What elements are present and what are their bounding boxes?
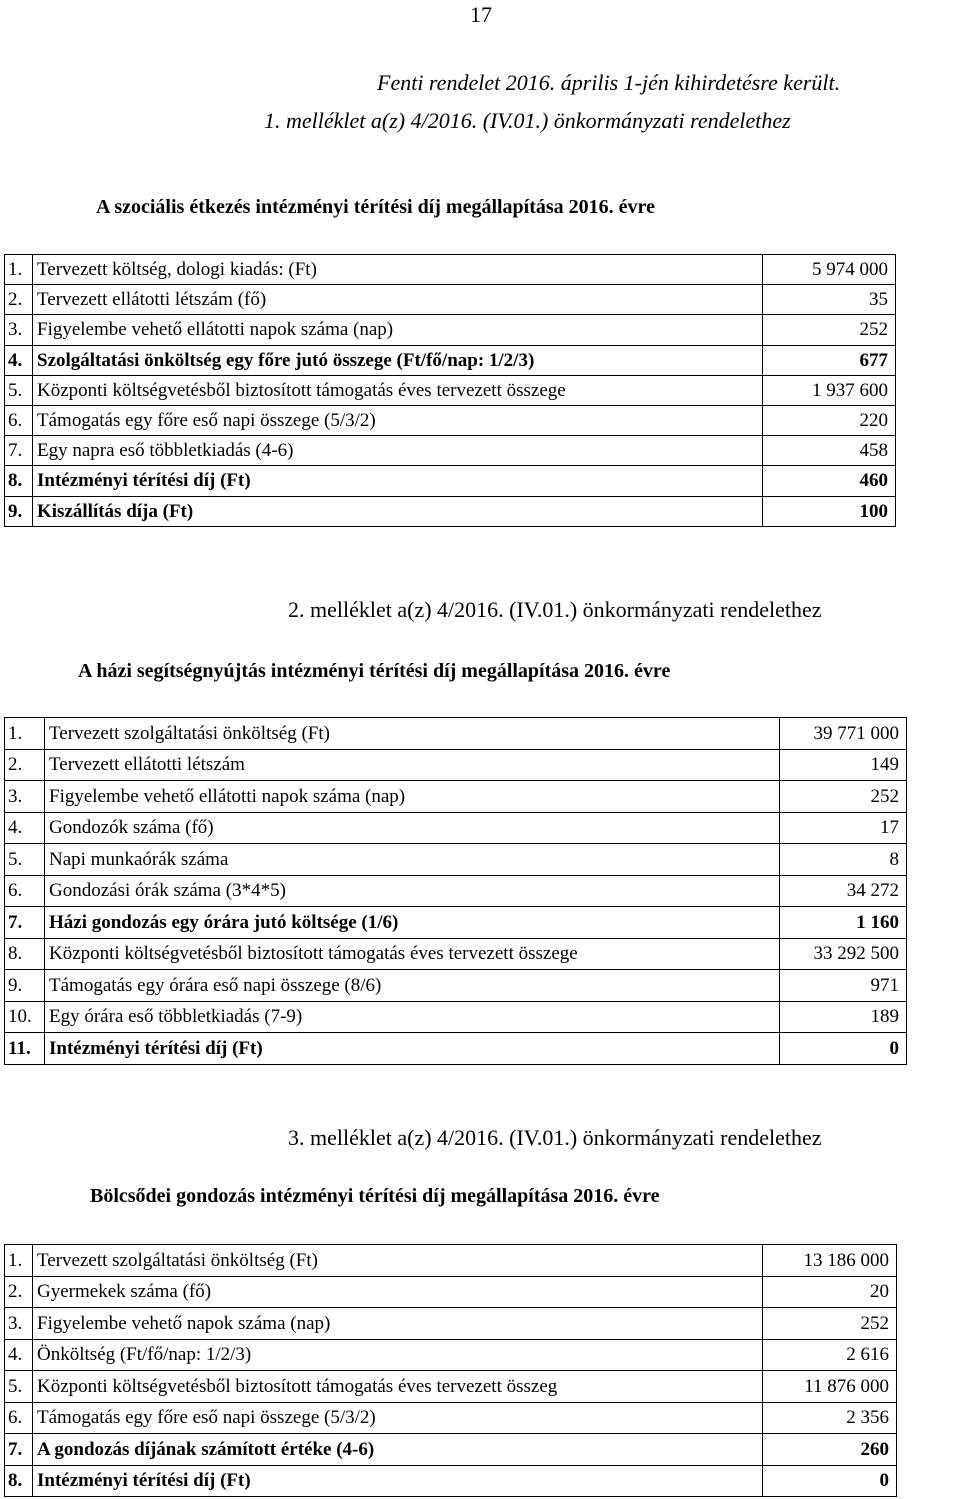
row-value: 8 bbox=[780, 844, 907, 876]
row-number: 3. bbox=[5, 315, 33, 345]
row-number: 4. bbox=[5, 812, 45, 844]
row-label: Figyelembe vehető ellátotti napok száma (nap) bbox=[45, 781, 780, 813]
row-label: Intézményi térítési díj (Ft) bbox=[33, 1465, 763, 1497]
page-number: 17 bbox=[470, 2, 492, 27]
row-number: 6. bbox=[5, 405, 33, 435]
row-value: 13 186 000 bbox=[763, 1245, 897, 1277]
row-number: 7. bbox=[5, 1434, 33, 1466]
notice-line-2: 1. melléklet a(z) 4/2016. (IV.01.) önkormányzati rendelethez bbox=[264, 108, 791, 133]
row-value: 252 bbox=[763, 315, 896, 345]
row-number: 1. bbox=[5, 1245, 33, 1277]
table-row bbox=[5, 1308, 897, 1340]
table-row bbox=[5, 1402, 897, 1434]
row-number: 4. bbox=[5, 1339, 33, 1371]
row-number: 8. bbox=[5, 938, 45, 970]
table-row bbox=[5, 749, 907, 781]
table-row bbox=[5, 255, 896, 285]
row-value: 5 974 000 bbox=[763, 255, 896, 285]
row-number: 6. bbox=[5, 1402, 33, 1434]
table-row bbox=[5, 315, 896, 345]
row-number: 7. bbox=[5, 436, 33, 466]
row-label: Egy napra eső többletkiadás (4-6) bbox=[33, 436, 763, 466]
table-row bbox=[5, 718, 907, 750]
section-3-title: Bölcsődei gondozás intézményi térítési díj megállapítása 2016. évre bbox=[90, 1185, 660, 1207]
row-label: Tervezett szolgáltatási önköltség (Ft) bbox=[45, 718, 780, 750]
row-value: 39 771 000 bbox=[780, 718, 907, 750]
row-label: Támogatás egy főre eső napi összege (5/3/2) bbox=[33, 405, 763, 435]
row-value: 2 616 bbox=[763, 1339, 897, 1371]
row-number: 9. bbox=[5, 496, 33, 526]
row-number: 2. bbox=[5, 749, 45, 781]
table-row bbox=[5, 1033, 907, 1065]
row-value: 20 bbox=[763, 1276, 897, 1308]
row-value: 17 bbox=[780, 812, 907, 844]
row-label: Napi munkaórák száma bbox=[45, 844, 780, 876]
notice-line-1: Fenti rendelet 2016. április 1-jén kihirdetésre került. bbox=[377, 70, 841, 95]
row-number: 7. bbox=[5, 907, 45, 939]
row-value: 100 bbox=[763, 496, 896, 526]
row-number: 3. bbox=[5, 781, 45, 813]
row-value: 33 292 500 bbox=[780, 938, 907, 970]
row-label: Szolgáltatási önköltség egy főre jutó összege (Ft/fő/nap: 1/2/3) bbox=[33, 345, 763, 375]
row-number: 9. bbox=[5, 970, 45, 1002]
table-row bbox=[5, 1465, 897, 1497]
row-number: 1. bbox=[5, 255, 33, 285]
row-value: 971 bbox=[780, 970, 907, 1002]
row-label: Támogatás egy órára eső napi összege (8/6) bbox=[45, 970, 780, 1002]
row-label: Egy órára eső többletkiadás (7-9) bbox=[45, 1001, 780, 1033]
section-1-title: A szociális étkezés intézményi térítési díj megállapítása 2016. évre bbox=[96, 196, 655, 218]
table-row bbox=[5, 1001, 907, 1033]
row-label: Tervezett ellátotti létszám bbox=[45, 749, 780, 781]
row-value: 1 160 bbox=[780, 907, 907, 939]
row-label: Intézményi térítési díj (Ft) bbox=[45, 1033, 780, 1065]
row-label: Támogatás egy főre eső napi összege (5/3/2) bbox=[33, 1402, 763, 1434]
row-label: Tervezett szolgáltatási önköltség (Ft) bbox=[33, 1245, 763, 1277]
row-number: 5. bbox=[5, 844, 45, 876]
row-number: 11. bbox=[5, 1033, 45, 1065]
row-value: 677 bbox=[763, 345, 896, 375]
table-row bbox=[5, 436, 896, 466]
row-label: Önköltség (Ft/fő/nap: 1/2/3) bbox=[33, 1339, 763, 1371]
row-value: 1 937 600 bbox=[763, 375, 896, 405]
section-2-annex-heading: 2. melléklet a(z) 4/2016. (IV.01.) önkormányzati rendelethez bbox=[288, 597, 822, 622]
row-number: 3. bbox=[5, 1308, 33, 1340]
table-row bbox=[5, 781, 907, 813]
row-value: 189 bbox=[780, 1001, 907, 1033]
section-2-table bbox=[4, 717, 907, 1065]
row-number: 4. bbox=[5, 345, 33, 375]
row-label: Intézményi térítési díj (Ft) bbox=[33, 466, 763, 496]
row-number: 5. bbox=[5, 375, 33, 405]
section-1-table bbox=[4, 254, 896, 527]
row-label: Figyelembe vehető napok száma (nap) bbox=[33, 1308, 763, 1340]
row-label: Tervezett ellátotti létszám (fő) bbox=[33, 285, 763, 315]
row-number: 8. bbox=[5, 466, 33, 496]
row-label: Kiszállítás díja (Ft) bbox=[33, 496, 763, 526]
row-label: Gondozási órák száma (3*4*5) bbox=[45, 875, 780, 907]
table-row bbox=[5, 1371, 897, 1403]
row-value: 11 876 000 bbox=[763, 1371, 897, 1403]
row-value: 0 bbox=[780, 1033, 907, 1065]
row-number: 10. bbox=[5, 1001, 45, 1033]
row-value: 34 272 bbox=[780, 875, 907, 907]
row-value: 252 bbox=[780, 781, 907, 813]
table-row bbox=[5, 375, 896, 405]
row-label: Gondozók száma (fő) bbox=[45, 812, 780, 844]
row-label: A gondozás díjának számított értéke (4-6) bbox=[33, 1434, 763, 1466]
table-row bbox=[5, 405, 896, 435]
section-3-table bbox=[4, 1244, 897, 1497]
table-row bbox=[5, 1434, 897, 1466]
row-value: 35 bbox=[763, 285, 896, 315]
row-number: 2. bbox=[5, 1276, 33, 1308]
section-2-title: A házi segítségnyújtás intézményi térítési díj megállapítása 2016. évre bbox=[78, 660, 671, 682]
row-number: 1. bbox=[5, 718, 45, 750]
row-label: Központi költségvetésből biztosított támogatás éves tervezett összege bbox=[33, 375, 763, 405]
row-value: 260 bbox=[763, 1434, 897, 1466]
row-label: Figyelembe vehető ellátotti napok száma (nap) bbox=[33, 315, 763, 345]
row-label: Központi költségvetésből biztosított támogatás éves tervezett összeg bbox=[33, 1371, 763, 1403]
row-value: 458 bbox=[763, 436, 896, 466]
section-3-annex-heading: 3. melléklet a(z) 4/2016. (IV.01.) önkormányzati rendelethez bbox=[288, 1125, 822, 1150]
table-row bbox=[5, 875, 907, 907]
table-row bbox=[5, 1276, 897, 1308]
row-value: 252 bbox=[763, 1308, 897, 1340]
row-value: 460 bbox=[763, 466, 896, 496]
row-label: Házi gondozás egy órára jutó költsége (1/6) bbox=[45, 907, 780, 939]
table-row bbox=[5, 466, 896, 496]
table-row bbox=[5, 844, 907, 876]
table-row bbox=[5, 496, 896, 526]
table-row bbox=[5, 812, 907, 844]
table-row bbox=[5, 1339, 897, 1371]
table-row bbox=[5, 285, 896, 315]
row-label: Központi költségvetésből biztosított támogatás éves tervezett összege bbox=[45, 938, 780, 970]
row-value: 2 356 bbox=[763, 1402, 897, 1434]
row-number: 6. bbox=[5, 875, 45, 907]
table-row bbox=[5, 1245, 897, 1277]
row-value: 220 bbox=[763, 405, 896, 435]
row-number: 2. bbox=[5, 285, 33, 315]
table-row bbox=[5, 345, 896, 375]
row-value: 0 bbox=[763, 1465, 897, 1497]
publication-notice bbox=[264, 70, 841, 134]
row-number: 8. bbox=[5, 1465, 33, 1497]
table-row bbox=[5, 970, 907, 1002]
table-row bbox=[5, 907, 907, 939]
row-label: Tervezett költség, dologi kiadás: (Ft) bbox=[33, 255, 763, 285]
table-row bbox=[5, 938, 907, 970]
row-number: 5. bbox=[5, 1371, 33, 1403]
row-value: 149 bbox=[780, 749, 907, 781]
row-label: Gyermekek száma (fő) bbox=[33, 1276, 763, 1308]
